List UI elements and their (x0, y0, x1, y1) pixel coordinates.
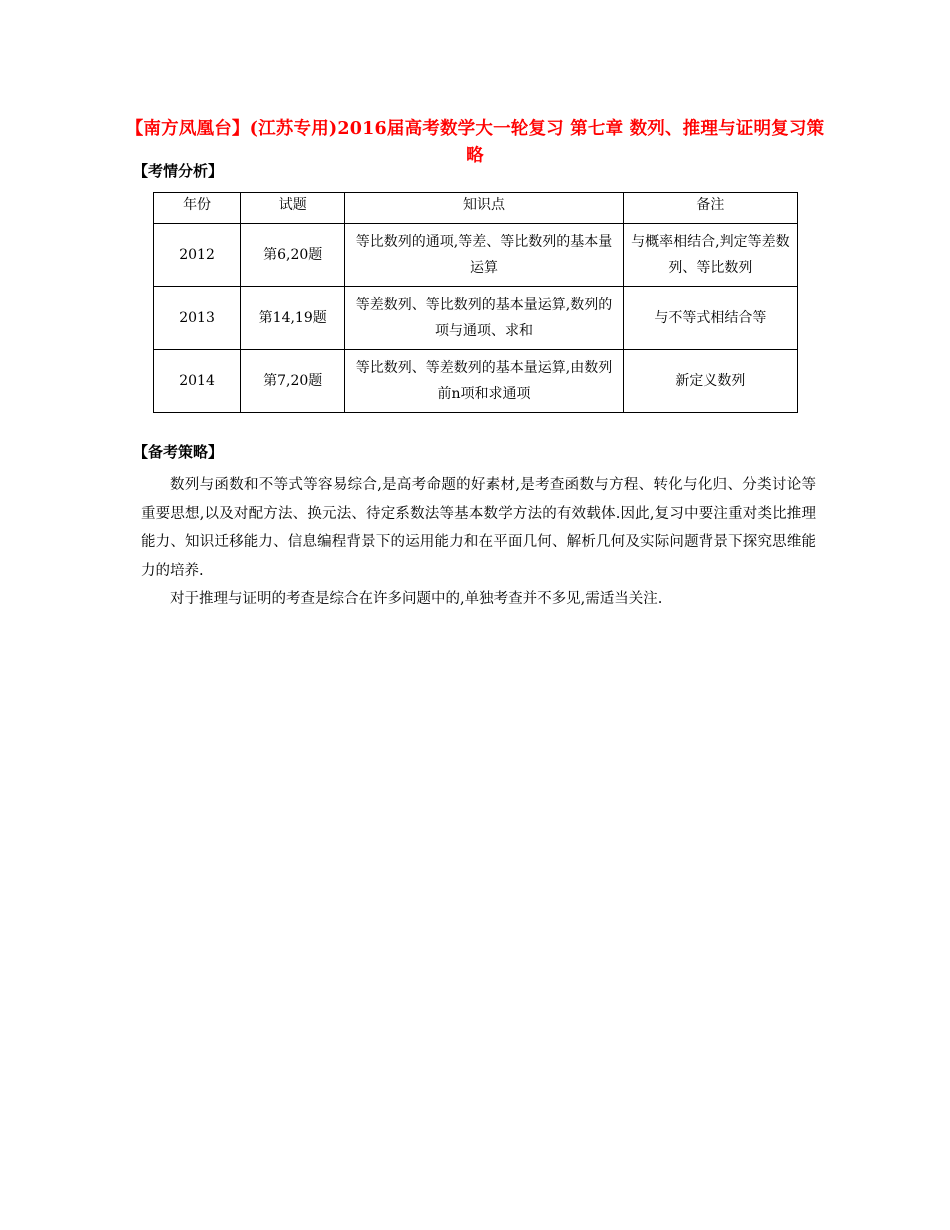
strategy-paragraph: 数列与函数和不等式等容易综合,是高考命题的好素材,是考查函数与方程、转化与化归、分类讨论等重要思想,以及对配方法、换元法、待定系数法等基本数学方法的有效载体.因此,复习中要注重对类比推理能力、知识迁移能力、信息编程背景下的运用能力和在平面几何、解析几何及实际问题背景下探究思维能力的培养. (141, 477, 816, 579)
header-year: 年份 (154, 193, 241, 224)
header-knowledge: 知识点 (345, 193, 623, 224)
cell-year: 2014 (154, 350, 241, 413)
cell-note: 新定义数列 (623, 350, 797, 413)
table-row (154, 287, 798, 350)
table-row (154, 350, 798, 413)
exam-analysis-table (153, 192, 798, 413)
header-note: 备注 (623, 193, 797, 224)
table-header-row (154, 193, 798, 224)
strategy-paragraph: 对于推理与证明的考查是综合在许多问题中的,单独考查并不多见,需适当关注. (170, 591, 663, 607)
strategy-body (141, 471, 816, 614)
cell-question: 第6,20题 (241, 224, 345, 287)
cell-question: 第7,20题 (241, 350, 345, 413)
cell-knowledge: 等比数列、等差数列的基本量运算,由数列前n项和求通项 (345, 350, 623, 413)
cell-note: 与概率相结合,判定等差数列、等比数列 (623, 224, 797, 287)
cell-knowledge: 等比数列的通项,等差、等比数列的基本量运算 (345, 224, 623, 287)
cell-question: 第14,19题 (241, 287, 345, 350)
table-row (154, 224, 798, 287)
cell-knowledge: 等差数列、等比数列的基本量运算,数列的项与通项、求和 (345, 287, 623, 350)
header-question: 试题 (241, 193, 345, 224)
cell-note: 与不等式相结合等 (623, 287, 797, 350)
cell-year: 2012 (154, 224, 241, 287)
document-title: 【南方凤凰台】(江苏专用)2016届高考数学大一轮复习 第七章 数列、推理与证明复习策略 (125, 119, 825, 166)
analysis-heading: 【考情分析】 (133, 162, 224, 180)
cell-year: 2013 (154, 287, 241, 350)
strategy-heading: 【备考策略】 (133, 443, 224, 461)
